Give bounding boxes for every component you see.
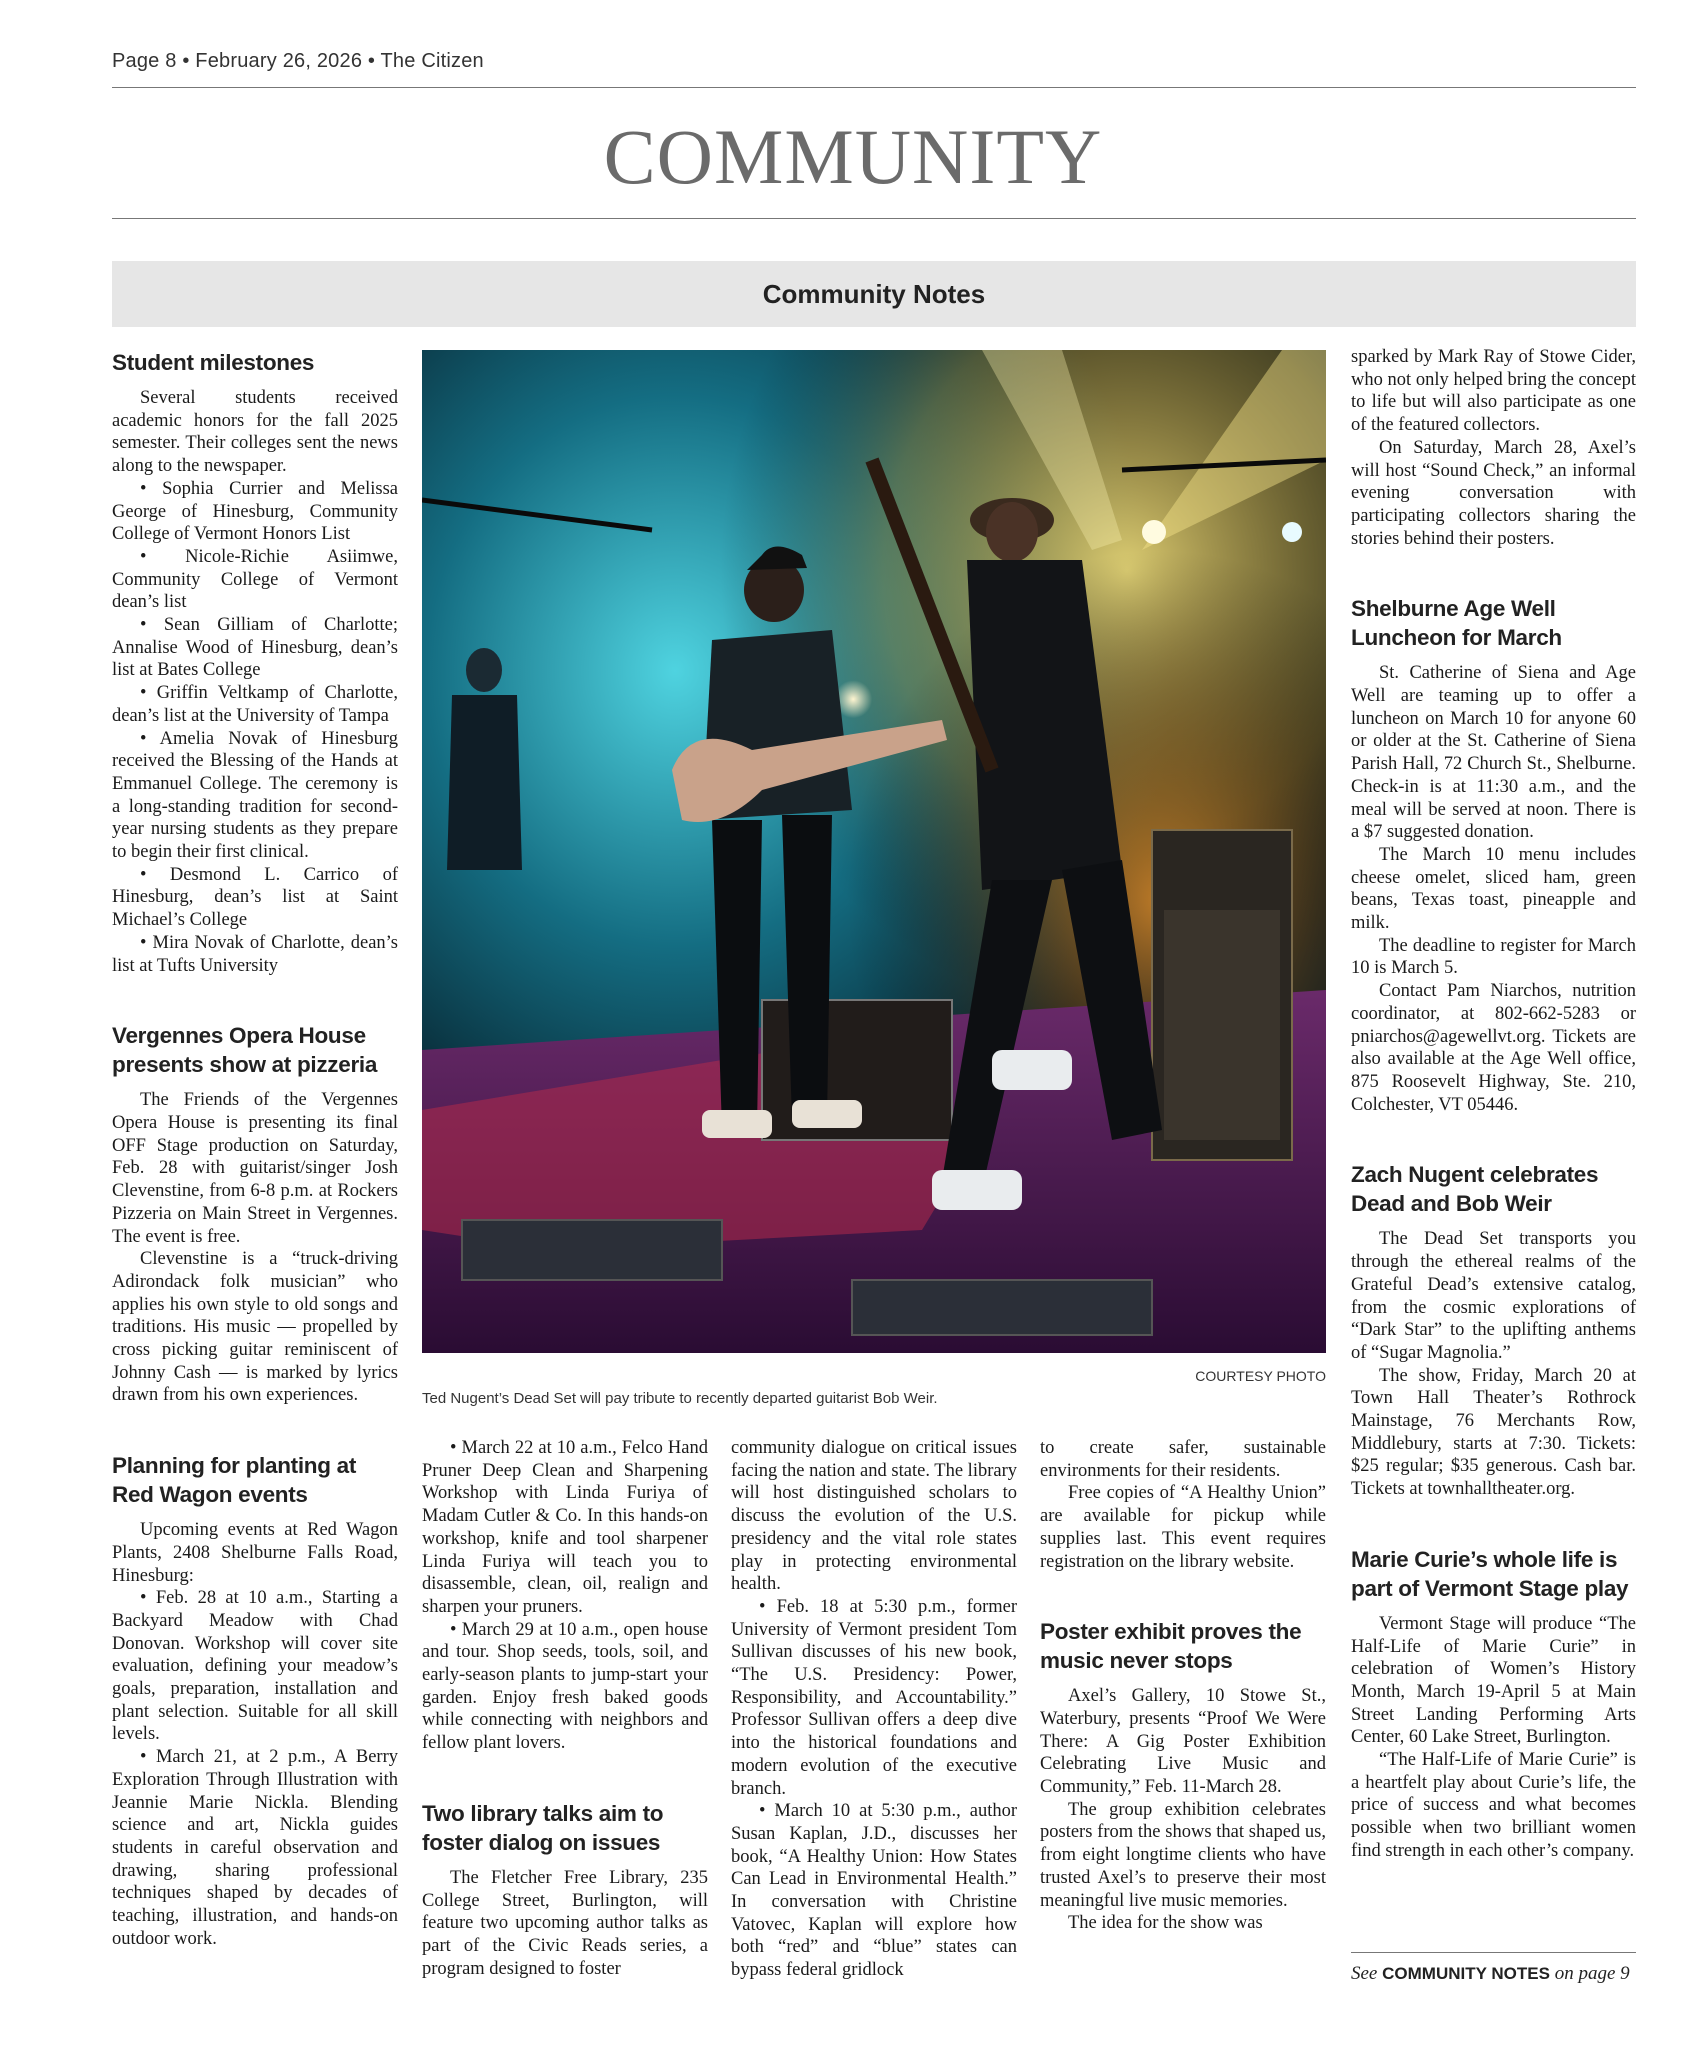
section-rule xyxy=(112,218,1636,219)
notes-header-bar xyxy=(112,261,1636,327)
event-item: • March 22 at 10 a.m., Felco Hand Pruner Deep Clean and Sharpening Workshop with Linda Furiya of Madam Cutler & Co. In this hands-on workshop, knife and tool sharpener Linda Furiya will teach you to disassemble, clean, oil, realign and sharpen your pruners. xyxy=(422,1438,708,1617)
jump-line xyxy=(1351,1952,1636,1985)
paragraph: Several students received academic honors for the fall 2025 semester. Their colleges sent the news along to the newspaper. xyxy=(112,388,398,477)
paragraph: Contact Pam Niarchos, nutrition coordinator, at 802-662-5283 or pniarchos@agewellvt.org. Tickets are also available at the Age Well office, 875 Roosevelt Highway, Ste. 210, Colchester, VT 05446. xyxy=(1351,981,1636,1115)
column-1 xyxy=(112,348,398,1950)
jump-page: on page 9 xyxy=(1554,1963,1630,1984)
event-item: • March 29 at 10 a.m., open house and tour. Shop seeds, tools, soil, and early-season plants to jump-start your garden. Enjoy fresh baked goods while connecting with neighbors and fellow plant lovers. xyxy=(422,1619,708,1754)
paragraph: Upcoming events at Red Wagon Plants, 2408 Shelburne Falls Road, Hinesburg: xyxy=(112,1520,398,1586)
paragraph: community dialogue on critical issues facing the nation and state. The library will host distinguished scholars to discuss the evolution of the U.S. presidency and the vital role states play in protecting environmental health. xyxy=(731,1438,1017,1595)
photo-credit: COURTESY PHOTO xyxy=(1195,1368,1326,1384)
paragraph: The idea for the show was xyxy=(1068,1913,1263,1934)
paragraph: to create safer, sustainable environments for their residents. xyxy=(1040,1438,1326,1481)
paragraph: Free copies of “A Healthy Union” are available for pickup while supplies last. This event requires registration on the library website. xyxy=(1040,1483,1326,1572)
jump-label: COMMUNITY NOTES xyxy=(1382,1964,1550,1983)
paragraph: Clevenstine is a “truck-driving Adirondack folk musician” who applies his own style to old songs and traditions. His music — propelled by cross picking guitar reminiscent of Johnny Cash — is marked by lyrics drawn from his own experiences. xyxy=(112,1249,398,1406)
honor-item: • Mira Novak of Charlotte, dean’s list at Tufts University xyxy=(112,932,398,976)
headline-student-milestones: Student milestones xyxy=(112,350,315,375)
event-item: • Feb. 28 at 10 a.m., Starting a Backyard Meadow with Chad Donovan. Workshop will cover site evaluation, defining your meadow’s goals, preparation, installation and plant selection. Suitable for all skill levels. xyxy=(112,1588,398,1745)
paragraph: The March 10 menu includes cheese omelet, sliced ham, green beans, Texas toast, pineapple and milk. xyxy=(1351,844,1636,934)
concert-photo xyxy=(422,350,1326,1353)
section-title: COMMUNITY xyxy=(603,113,1103,200)
jump-see: See xyxy=(1351,1963,1378,1984)
column-2 xyxy=(422,1437,708,1980)
paragraph: sparked by Mark Ray of Stowe Cider, who not only helped bring the concept to life but will also participate as one of the featured collectors. xyxy=(1351,347,1636,436)
paragraph: On Saturday, March 28, Axel’s will host “Sound Check,” an informal evening conversation with participating collectors sharing the stories behind their posters. xyxy=(1351,437,1636,549)
paragraph: The show, Friday, March 20 at Town Hall Theater’s Rothrock Mainstage, 76 Merchants Row, Middlebury, starts at 7:30. Tickets: $25 regular; $35 generous. Cash bar. Tickets at townhalltheater.org. xyxy=(1351,1365,1636,1500)
paragraph: “The Half-Life of Marie Curie” is a heartfelt play about Curie’s life, the price of success and what becomes possible when two brilliant women find strength in each other’s company. xyxy=(1351,1750,1636,1861)
photo-caption: Ted Nugent’s Dead Set will pay tribute to recently departed guitarist Bob Weir. xyxy=(422,1390,938,1407)
honor-item: • Nicole-Richie Asiimwe, Community College of Vermont dean’s list xyxy=(112,546,398,613)
headline-library-talks: Two library talks aim to foster dialog on issues xyxy=(422,1800,664,1855)
notes-header: Community Notes xyxy=(762,279,986,309)
column-4 xyxy=(1040,1437,1326,1935)
headline-vergennes-opera: Vergennes Opera House presents show at pizzeria xyxy=(112,1023,378,1078)
column-5 xyxy=(1351,346,1636,1863)
honor-item: • Sophia Currier and Melissa George of Hinesburg, Community College of Vermont Honors List xyxy=(112,478,398,545)
honor-item: • Desmond L. Carrico of Hinesburg, dean’s list at Saint Michael’s College xyxy=(112,864,398,931)
headline-red-wagon: Planning for planting at Red Wagon events xyxy=(112,1453,357,1508)
headline-marie-curie: Marie Curie’s whole life is part of Vermont Stage play xyxy=(1351,1546,1629,1601)
event-item: • March 10 at 5:30 p.m., author Susan Kaplan, J.D., discusses her book, “A Healthy Union: How States Can Lead in Environmental Health.” In conversation with Christine Vatovec, Kaplan will explore how both “red” and “blue” states can bypass federal gridlock xyxy=(731,1801,1017,1981)
honor-item: • Sean Gilliam of Charlotte; Annalise Wood of Hinesburg, dean’s list at Bates College xyxy=(112,615,398,681)
event-item: • Feb. 18 at 5:30 p.m., former University of Vermont president Tom Sullivan discusses of his new book, “The U.S. Presidency: Power, Responsibility, and Accountability.” Professor Sullivan offers a deep dive into the historical foundations and modern evolution of the executive branch. xyxy=(731,1596,1017,1799)
paragraph: Vermont Stage will produce “The Half-Life of Marie Curie” in celebration of Women’s History Month, March 19-April 5 at Main Street Landing Performing Arts Center, 60 Lake Street, Burlington. xyxy=(1351,1613,1636,1748)
paragraph: The Fletcher Free Library, 235 College Street, Burlington, will feature two upcoming author talks as part of the Civic Reads series, a program designed to foster xyxy=(422,1867,708,1979)
folio: Page 8 • February 26, 2026 • The Citizen xyxy=(112,50,484,72)
paragraph: The Dead Set transports you through the ethereal realms of the Grateful Dead’s extensive catalog, from the cosmic explorations of “Dark Star” to the uplifting anthems of “Sugar Magnolia.” xyxy=(1351,1229,1636,1363)
paragraph: The group exhibition celebrates posters from the shows that shaped us, from eight longtime clients who have trusted Axel’s to preserve their most meaningful live music memories. xyxy=(1040,1799,1326,1911)
honor-item: • Griffin Veltkamp of Charlotte, dean’s list at the University of Tampa xyxy=(112,683,398,726)
top-rule xyxy=(112,87,1636,88)
paragraph: The Friends of the Vergennes Opera House is presenting its final OFF Stage production on Saturday, Feb. 28 with guitarist/singer Josh Clevenstine, from 6-8 p.m. at Rockers Pizzeria on Main Street in Vergennes. The event is free. xyxy=(112,1090,398,1247)
paragraph: St. Catherine of Siena and Age Well are teaming up to offer a luncheon on March 10 for anyone 60 or older at the St. Catherine of Siena Parish Hall, 72 Church St., Shelburne. Check-in is at 11:30 a.m., and the meal will be served at noon. There is a $7 suggested donation. xyxy=(1351,663,1636,843)
column-3 xyxy=(731,1437,1017,1982)
headline-poster-exhibit: Poster exhibit proves the music never stops xyxy=(1040,1619,1302,1674)
paragraph: The deadline to register for March 10 is March 5. xyxy=(1351,935,1636,979)
headline-zach-nugent: Zach Nugent celebrates Dead and Bob Weir xyxy=(1351,1162,1599,1217)
headline-age-well: Shelburne Age Well Luncheon for March xyxy=(1351,596,1562,651)
paragraph: Axel’s Gallery, 10 Stowe St., Waterbury, presents “Proof We Were There: A Gig Poster Exhibition Celebrating Live Music and Community,” Feb. 11-March 28. xyxy=(1040,1686,1326,1798)
honor-item: • Amelia Novak of Hinesburg received the Blessing of the Hands at Emmanuel College. The ceremony is a long-standing tradition for second-year nursing students as they prepare to begin their first clinical. xyxy=(112,728,398,863)
event-item: • March 21, at 2 p.m., A Berry Exploration Through Illustration with Jeannie Marie Nickla. Blending science and art, Nickla guides students in careful observation and drawing, sharing professional techniques shaped by decades of teaching, illustration, and hands-on outdoor work. xyxy=(112,1747,398,1949)
